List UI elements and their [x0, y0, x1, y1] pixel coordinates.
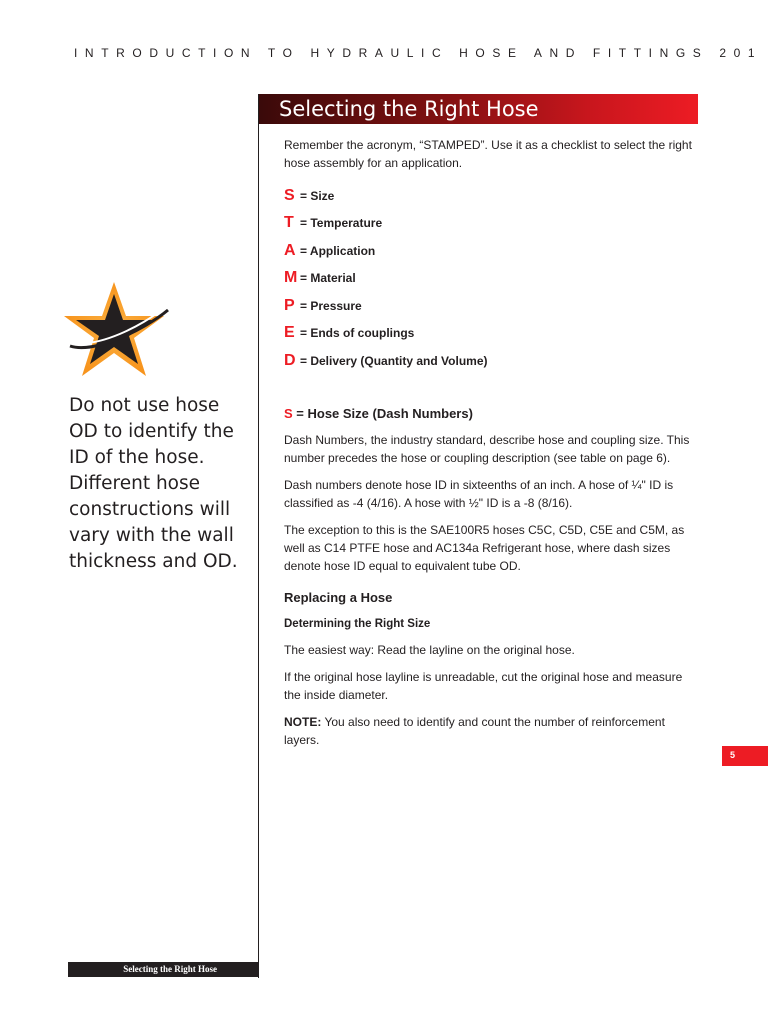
stamped-letter: A — [284, 241, 296, 259]
stamped-text: = Pressure — [300, 298, 362, 313]
page-number-tab — [722, 746, 768, 766]
stamped-text: = Temperature — [300, 216, 383, 231]
star-icon — [64, 280, 174, 380]
stamped-item — [284, 237, 698, 265]
paragraph: Dash numbers denote hose ID in sixteenths of an inch. A hose of ¼" ID is classified as -4 (4/16). A hose with ½" ID is a -8 (8/16). — [284, 477, 674, 510]
main-content — [284, 136, 698, 758]
running-header: INTRODUCTION TO HYDRAULIC HOSE AND FITTINGS 201 — [74, 46, 763, 60]
stamped-text: = Application — [300, 243, 376, 258]
paragraph: The exception to this is the SAE100R5 hoses C5C, C5D, C5E and C5M, as well as C14 PTFE hose and AC134a Refrigerant hose, where dash sizes denote hose ID equal to equivalent tube OD. — [284, 522, 685, 573]
callout-text: Do not use hose OD to identify the ID of the hose. Different hose constructions will vary with the wall thickness and OD. — [69, 395, 238, 572]
stamped-item — [284, 182, 698, 210]
replacing-heading: Replacing a Hose — [284, 589, 393, 605]
stamped-letter: T — [284, 214, 294, 232]
stamped-item — [284, 320, 698, 348]
right-size-subheading: Determining the Right Size — [284, 617, 431, 630]
stamped-letter: S — [284, 186, 295, 204]
stamped-letter: M — [284, 269, 298, 287]
intro-text: Remember the acronym, “STAMPED”. Use it as a checklist to select the right hose assembly for an application. — [284, 138, 692, 170]
page-number: 5 — [730, 750, 736, 760]
stamped-item — [284, 347, 698, 375]
hose-size-heading-text: = Hose Size (Dash Numbers) — [292, 405, 473, 421]
section-title-bar — [259, 94, 698, 124]
stamped-letter: D — [284, 351, 296, 369]
vertical-divider — [258, 94, 259, 978]
footer-label: Selecting the Right Hose — [123, 964, 217, 974]
stamped-text: = Delivery (Quantity and Volume) — [300, 353, 488, 368]
note-label: NOTE: — [284, 714, 322, 729]
paragraph: Dash Numbers, the industry standard, describe hose and coupling size. This number precedes the hose or coupling description (see table on page 6). — [284, 432, 690, 465]
note-text: You also need to identify and count the number of reinforcement layers. — [284, 714, 665, 747]
stamped-item — [284, 210, 698, 238]
stamped-item — [284, 292, 698, 320]
note-paragraph — [284, 713, 698, 749]
paragraph: If the original hose layline is unreadable, cut the original hose and measure the inside diameter. — [284, 669, 683, 702]
section-title: Selecting the Right Hose — [279, 97, 539, 121]
footer-bar — [68, 962, 259, 977]
paragraph: The easiest way: Read the layline on the original hose. — [284, 642, 575, 657]
stamped-text: = Material — [300, 271, 356, 286]
stamped-text: = Size — [300, 188, 335, 203]
hose-size-heading — [284, 405, 698, 423]
stamped-letter: P — [284, 296, 295, 314]
hose-size-letter: S — [284, 405, 293, 421]
stamped-letter: E — [284, 324, 295, 342]
stamped-item — [284, 265, 698, 293]
stamped-text: = Ends of couplings — [300, 326, 415, 341]
stamped-list — [284, 182, 698, 375]
